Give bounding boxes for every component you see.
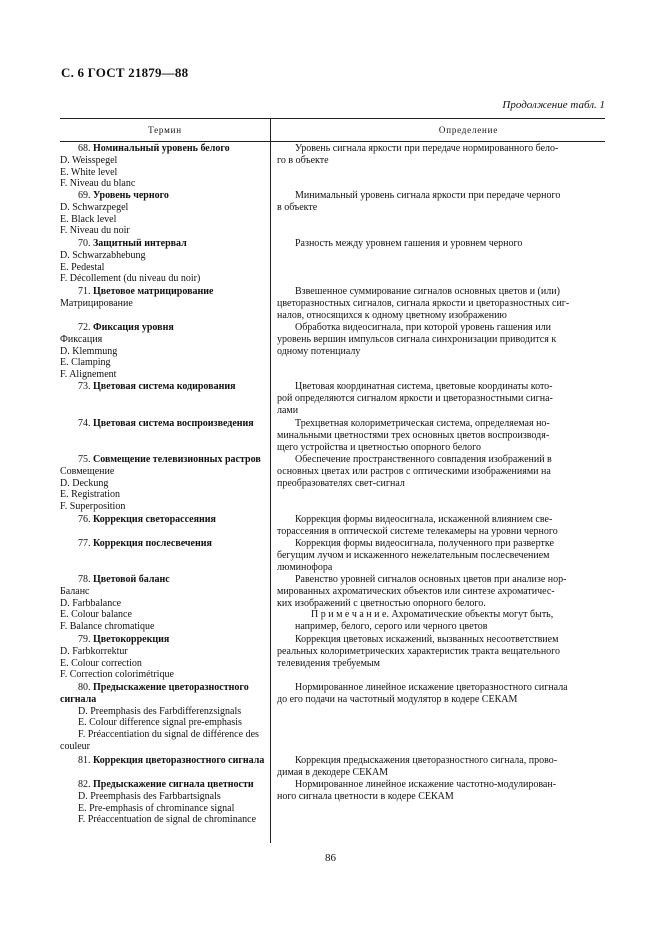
page-number: 86 xyxy=(325,852,336,864)
term-entry-69: 69. Уровень черного D. Schwarzpegel E. Black level F. Niveau du noir xyxy=(60,190,169,237)
term-entry-81: 81. Коррекция цветоразностного сигнала xyxy=(78,755,265,766)
definition-71: Взвешенное суммирование сигналов основных цветов и (или) цветоразностных сигналов, сигнала яркости и цветоразностных сиг- налов, относящихся к одному цветному изображению xyxy=(277,286,570,321)
definition-72: Обработка видеосигнала, при которой уровень гашения или уровень вершин импульсов сигнала синхронизации приводится к одному потенциалу xyxy=(277,322,557,357)
table-header xyxy=(60,118,605,142)
definition-79: Коррекция цветовых искажений, вызванных несоответствием реальных колориметрических характеристик тракта вещательного телевидения требуемым xyxy=(277,634,561,669)
column-header-definition: Определение xyxy=(438,125,499,135)
definition-75: Обеспечение пространственного совпадения изображений в основных цветах или растров с оптическими изображениями на преобразователях свет-сигнал xyxy=(277,454,552,489)
term-entry-70: 70. Защитный интервал D. Schwarzabhebung E. Pedestal F. Décollement (du niveau du noir) xyxy=(60,238,201,285)
definition-76: Коррекция формы видеосигнала, искаженной влиянием све- торассеяния в оптической системе телекамеры на уровни черного xyxy=(277,514,558,537)
definition-68: Уровень сигнала яркости при передаче нормированного бело- го в объекте xyxy=(277,143,559,166)
term-entry-72: 72. Фиксация уровня Фиксация D. Klemmung E. Clamping F. Alignement xyxy=(60,322,174,381)
page-title: С. 6 ГОСТ 21879—88 xyxy=(61,65,189,80)
term-entry-75: 75. Совмещение телевизионных растров Совмещение D. Deckung E. Registration F. Superposition xyxy=(60,454,261,513)
definition-82: Нормированное линейное искажение частотно-модулирован- ного сигнала цветности в кодере СЕКАМ xyxy=(277,779,557,802)
term-entry-82: 82. Предыскажение сигнала цветности D. Preemphasis des Farbbartsignals E. Pre-emphasis of chrominance signal F. Préaccentuation de signal de chrominance xyxy=(78,779,257,826)
term-entry-73: 73. Цветовая система кодирования xyxy=(78,381,236,392)
note-text: П р и м е ч а н и е. Ахроматические объекты могут быть, xyxy=(311,609,554,621)
column-header-term: Термин xyxy=(148,125,182,135)
definition-77: Коррекция формы видеосигнала, полученного при развертке бегущим лучом и искаженного нежелательным послесвечением люминофора xyxy=(277,538,554,573)
definition-69: Минимальный уровень сигнала яркости при передаче черного в объекте xyxy=(277,190,561,213)
term-entry-77: 77. Коррекция послесвечения xyxy=(78,538,212,549)
term-entry-71: 71. Цветовое матрицирование Матрицирование xyxy=(60,286,214,309)
definition-78: Равенство уровней сигналов основных цветов при анализе нор- мированных ахроматических объектов или синтезе ахроматичес- ких изображений с цветностью опорного белого. П р и м е ч а н и е. Ахроматические объекты могут быть, например, белого, серого или черного цветов xyxy=(277,574,602,633)
definition-74: Трехцветная колориметрическая система, определяемая но- минальными цветностями трех основных цветов воспроизводя- щего устройства и цветностью опорного белого xyxy=(277,418,550,453)
term-entry-76: 76. Коррекция светорассеяния xyxy=(78,514,216,525)
table-continuation-note: Продолжение табл. 1 xyxy=(502,99,605,111)
column-divider xyxy=(270,118,271,843)
definition-81: Коррекция предыскажения цветоразностного сигнала, прово- димая в декодере СЕКАМ xyxy=(277,755,558,778)
definition-80: Нормированное линейное искажение цветоразностного сигнала до его подачи на частотный модулятор в кодере СЕКАМ xyxy=(277,682,568,705)
term-entry-68: 68. Номинальный уровень белого D. Weisspegel E. White level F. Niveau du blanc xyxy=(60,143,230,190)
term-entry-78: 78. Цветовой баланс Баланс D. Farbbalance E. Colour balance F. Balance chromatique xyxy=(60,574,170,633)
term-entry-80: 80. Предыскажение цветоразностного сигнала D. Preemphasis des Farbdifferenzsignals E. Colour difference signal pre-emphasis F. Préaccentiation du signal de différence des couleur xyxy=(60,682,259,752)
term-entry-74: 74. Цветовая система воспроизведения xyxy=(78,418,254,429)
term-entry-79: 79. Цветокоррекция D. Farbkorrektur E. Colour correction F. Correction colorimétrique xyxy=(60,634,174,681)
definition-70: Разность между уровнем гашения и уровнем черного xyxy=(295,238,523,249)
definition-73: Цветовая координатная система, цветовые координаты кото- рой определяются сигналом яркости и цветоразностными сигна- лами xyxy=(277,381,553,416)
